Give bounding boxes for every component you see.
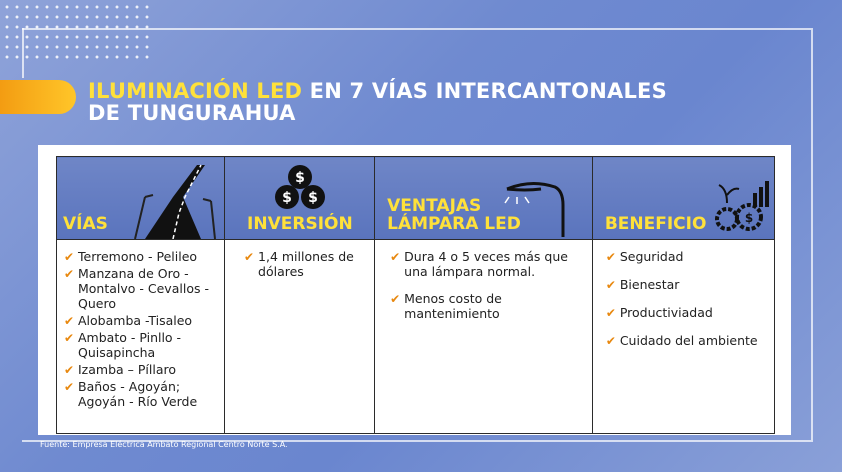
check-icon: ✔	[244, 250, 255, 264]
source-note: Fuente: Empresa Eléctrica Ambato Regional Centro Norte S.A.	[40, 440, 288, 449]
content-row	[57, 240, 775, 434]
list-item	[64, 266, 219, 311]
check-icon: ✔	[64, 314, 75, 328]
svg-text:$: $	[308, 190, 318, 206]
page-title	[88, 80, 667, 124]
header-line1: VENTAJAS	[387, 196, 482, 216]
header-row	[57, 157, 775, 240]
list-item	[64, 330, 219, 360]
list-item-text: Dura 4 o 5 veces más que una lámpara normal.	[404, 249, 568, 279]
vias-list	[58, 241, 223, 409]
check-icon: ✔	[64, 363, 75, 377]
decorative-frame-left	[22, 28, 24, 78]
list-item	[64, 313, 219, 328]
list-item	[606, 305, 769, 320]
list-item-text: Menos costo de mantenimiento	[404, 291, 502, 321]
beneficio-cell	[592, 240, 774, 434]
check-icon: ✔	[390, 292, 401, 306]
header-beneficio	[592, 157, 774, 240]
info-table	[56, 156, 775, 434]
list-item	[390, 249, 587, 279]
list-item-text: Bienestar	[619, 277, 680, 292]
title-highlight: ILUMINACIÓN LED	[88, 79, 303, 103]
orange-accent-bar	[0, 80, 76, 114]
check-icon: ✔	[605, 250, 616, 264]
check-icon: ✔	[64, 267, 75, 281]
list-item-text: Terremono - Pelileo	[78, 249, 198, 264]
beneficio-list	[594, 241, 773, 348]
inversion-list	[226, 241, 373, 279]
check-icon: ✔	[605, 334, 616, 348]
ventajas-cell	[375, 240, 593, 434]
list-item-text: Ambato - Pinllo - Quisapincha	[78, 330, 182, 360]
list-item-text: Izamba – Píllaro	[78, 362, 177, 377]
check-icon: ✔	[605, 278, 616, 292]
svg-text:$: $	[282, 190, 292, 206]
list-item	[606, 333, 769, 348]
gears-chart-icon	[713, 175, 773, 235]
header-label: VÍAS	[63, 214, 108, 234]
list-item	[606, 249, 769, 264]
list-item-text: Seguridad	[619, 249, 684, 264]
check-icon: ✔	[64, 380, 75, 394]
check-icon: ✔	[64, 250, 75, 264]
header-vias	[57, 157, 225, 240]
header-label	[387, 197, 521, 233]
check-icon: ✔	[605, 306, 616, 320]
coins-icon	[270, 163, 330, 213]
list-item	[244, 249, 369, 279]
list-item	[64, 379, 219, 409]
header-label: BENEFICIO	[604, 214, 707, 234]
check-icon: ✔	[64, 331, 75, 345]
list-item	[390, 291, 587, 321]
list-item	[64, 362, 219, 377]
svg-text:$: $	[744, 211, 754, 225]
list-item	[606, 277, 769, 292]
ventajas-list	[376, 241, 591, 321]
svg-text:$: $	[295, 170, 305, 186]
header-line2: LÁMPARA LED	[387, 214, 521, 234]
list-item-text: Alobamba -Tisaleo	[78, 313, 193, 328]
road-icon	[115, 157, 225, 239]
list-item-text: Manzana de Oro - Montalvo - Cevallos - Quero	[78, 266, 209, 311]
vias-cell	[57, 240, 225, 434]
title-rest: EN 7 VÍAS INTERCANTONALES	[302, 79, 667, 103]
check-icon: ✔	[390, 250, 401, 264]
list-item-text: Productiviadad	[619, 305, 713, 320]
title-line2: DE TUNGURAHUA	[88, 101, 296, 125]
list-item-text: 1,4 millones de dólares	[258, 249, 354, 279]
header-label: INVERSIÓN	[247, 214, 353, 234]
header-inversion	[225, 157, 375, 240]
header-ventajas	[375, 157, 593, 240]
table-card	[38, 145, 791, 435]
list-item-text: Baños - Agoyán; Agoyán - Río Verde	[78, 379, 198, 409]
list-item	[64, 249, 219, 264]
inversion-cell	[225, 240, 375, 434]
list-item-text: Cuidado del ambiente	[619, 333, 758, 348]
